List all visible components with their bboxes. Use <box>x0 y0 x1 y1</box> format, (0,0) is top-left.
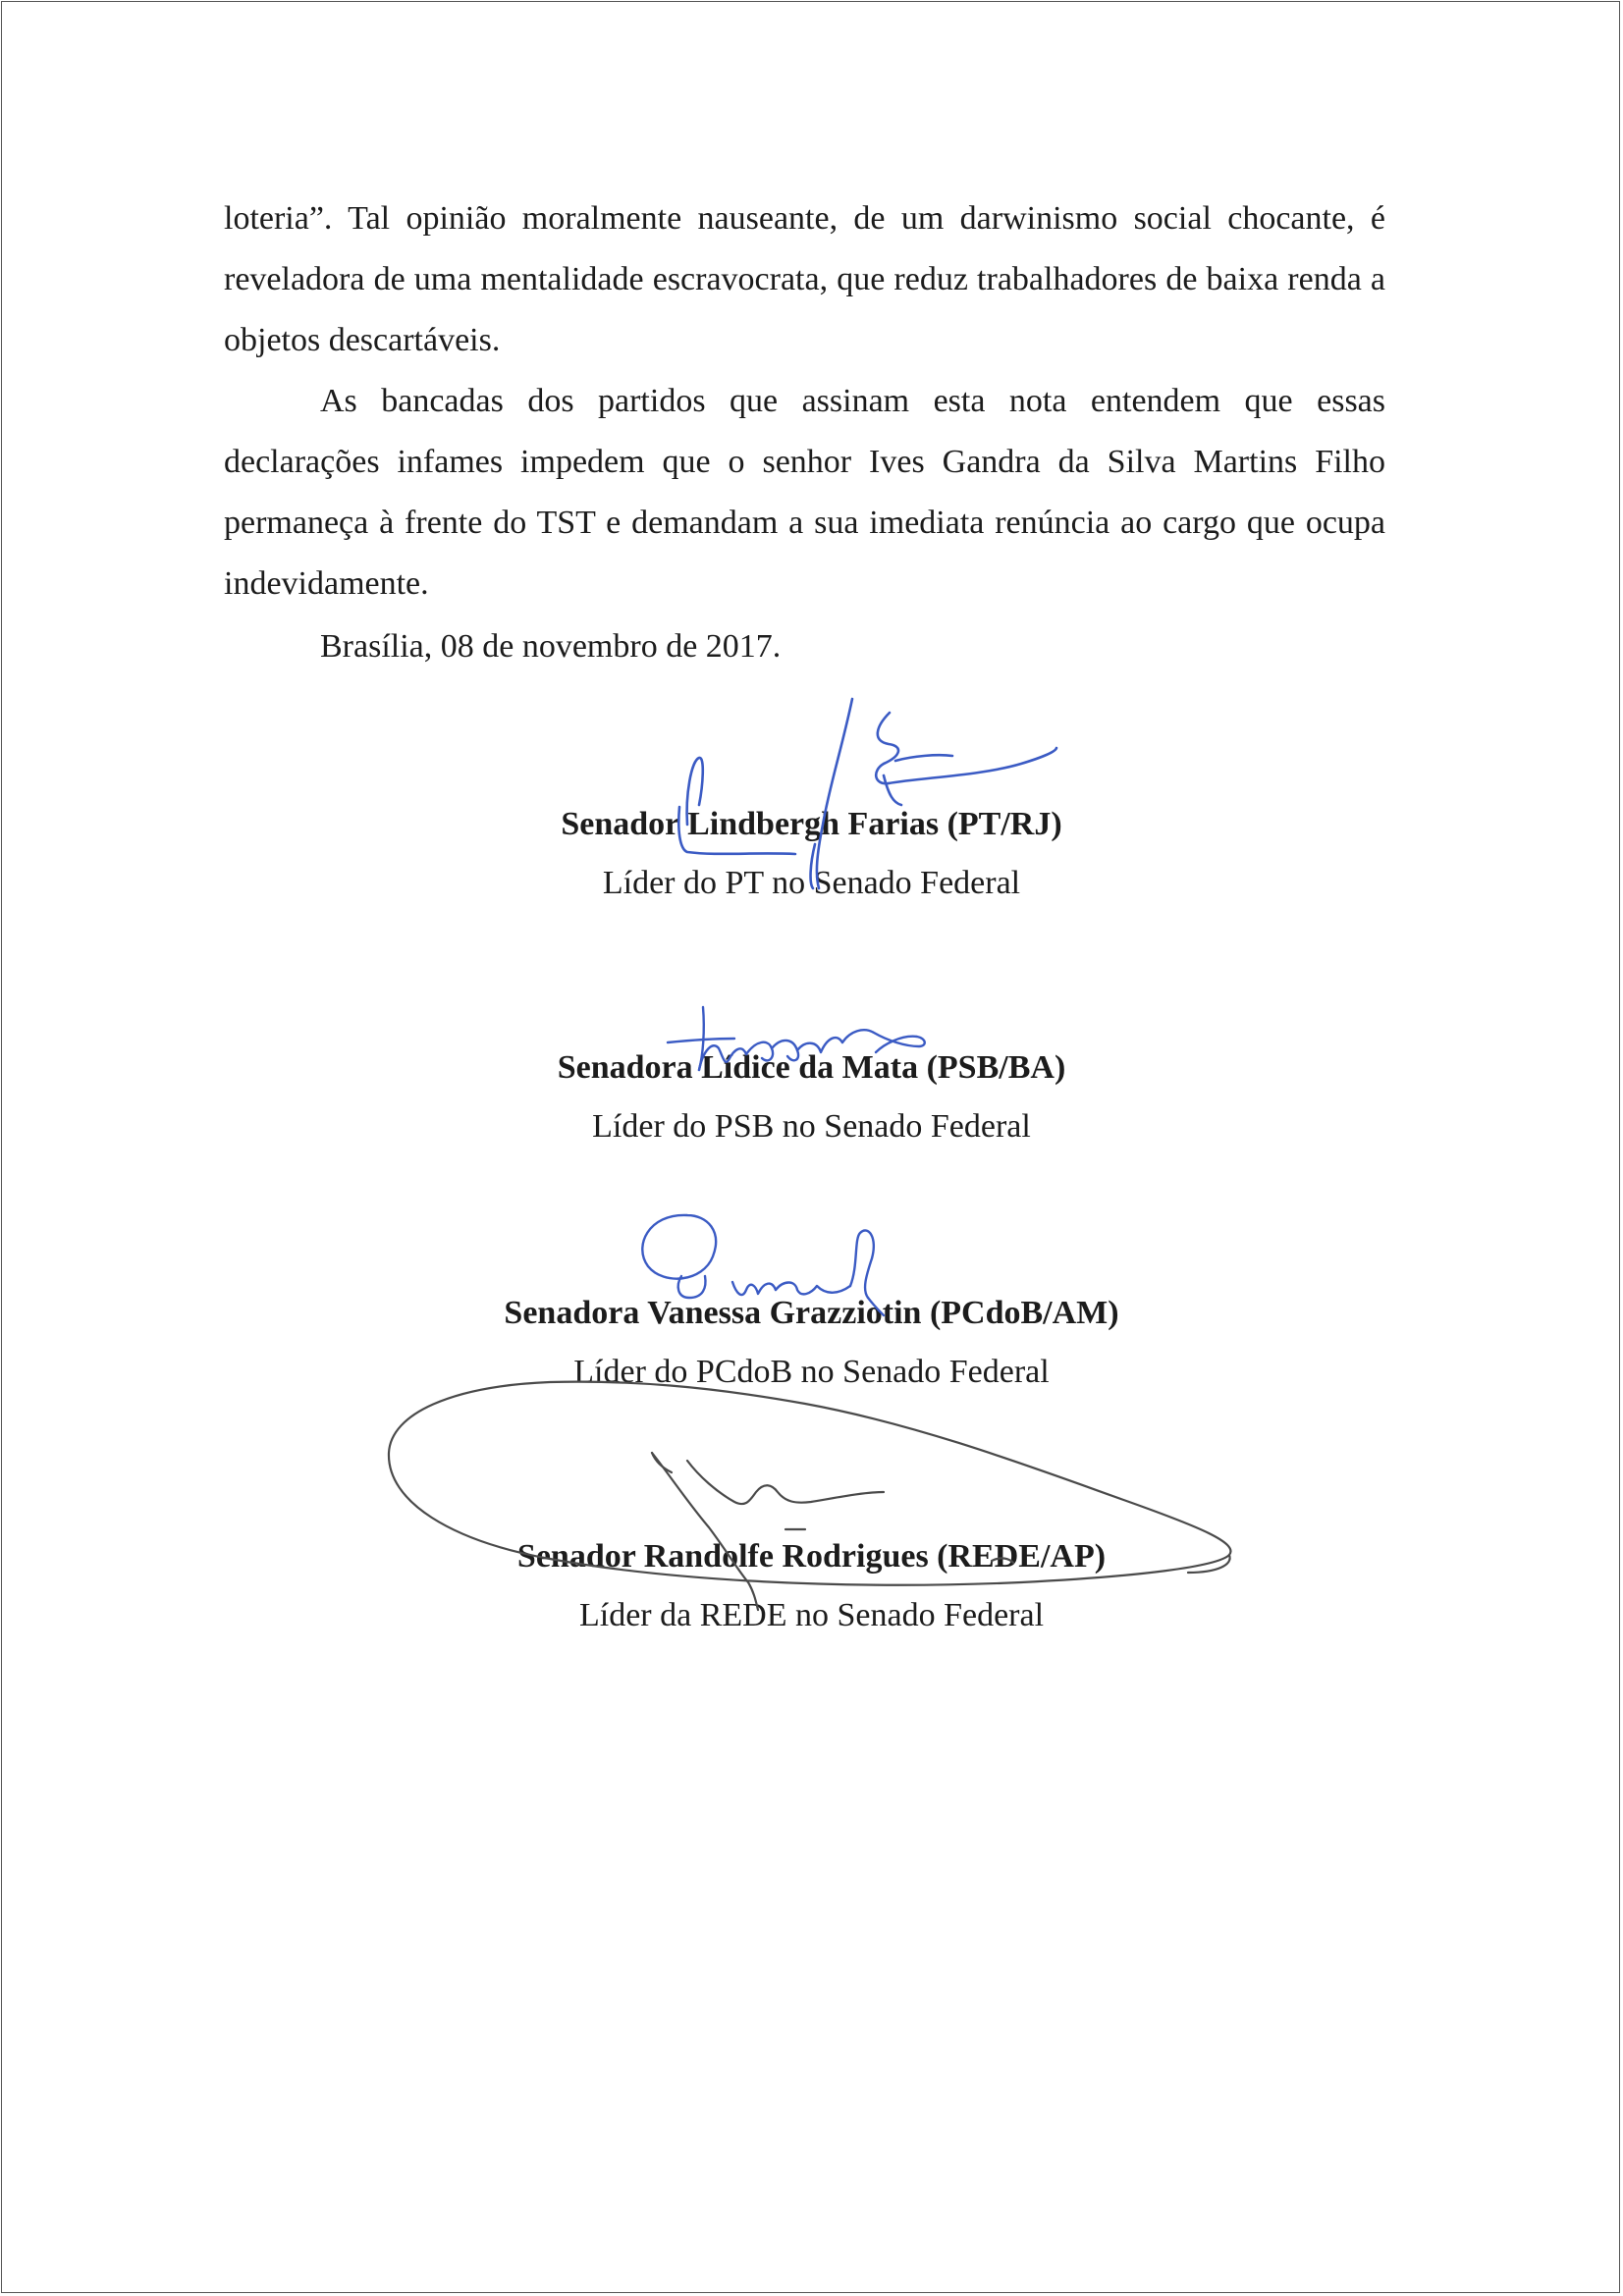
signatory-name: Senador Lindbergh Farias (PT/RJ) <box>561 806 1062 842</box>
signature-block-randolfe <box>0 1535 1623 1637</box>
date-line: Brasília, 08 de novembro de 2017. <box>320 628 782 665</box>
signatory-name: Senadora Vanessa Grazziotin (PCdoB/AM) <box>504 1295 1119 1331</box>
signatory-name: Senadora Lídice da Mata (PSB/BA) <box>557 1049 1066 1086</box>
signatory-role: Líder da REDE no Senado Federal <box>578 1597 1045 1633</box>
signatory-role: Líder do PCdoB no Senado Federal <box>573 1354 1050 1390</box>
signature-block-vanessa <box>0 1292 1623 1394</box>
body-text <box>224 188 1385 614</box>
signatory-role: Líder do PT no Senado Federal <box>602 865 1021 901</box>
signature-block-lidice <box>0 1046 1623 1148</box>
signature-block-lindbergh <box>0 803 1623 905</box>
signatory-name: Senador Randolfe Rodrigues (REDE/AP) <box>516 1538 1107 1575</box>
paragraph-1: loteria”. Tal opinião moralmente nauseante, de um darwinismo social chocante, é reveladora de uma mentalidade escravocrata, que reduz trabalhadores de baixa renda a objetos descartáveis. <box>224 200 1385 358</box>
signatory-role: Líder do PSB no Senado Federal <box>592 1108 1031 1145</box>
paragraph-2: As bancadas dos partidos que assinam esta nota entendem que essas declarações infames impedem que o senhor Ives Gandra da Silva Martins Filho permaneça à frente do TST e demandam a sua imediata renúncia ao cargo que ocupa indevidamente. <box>224 383 1385 602</box>
